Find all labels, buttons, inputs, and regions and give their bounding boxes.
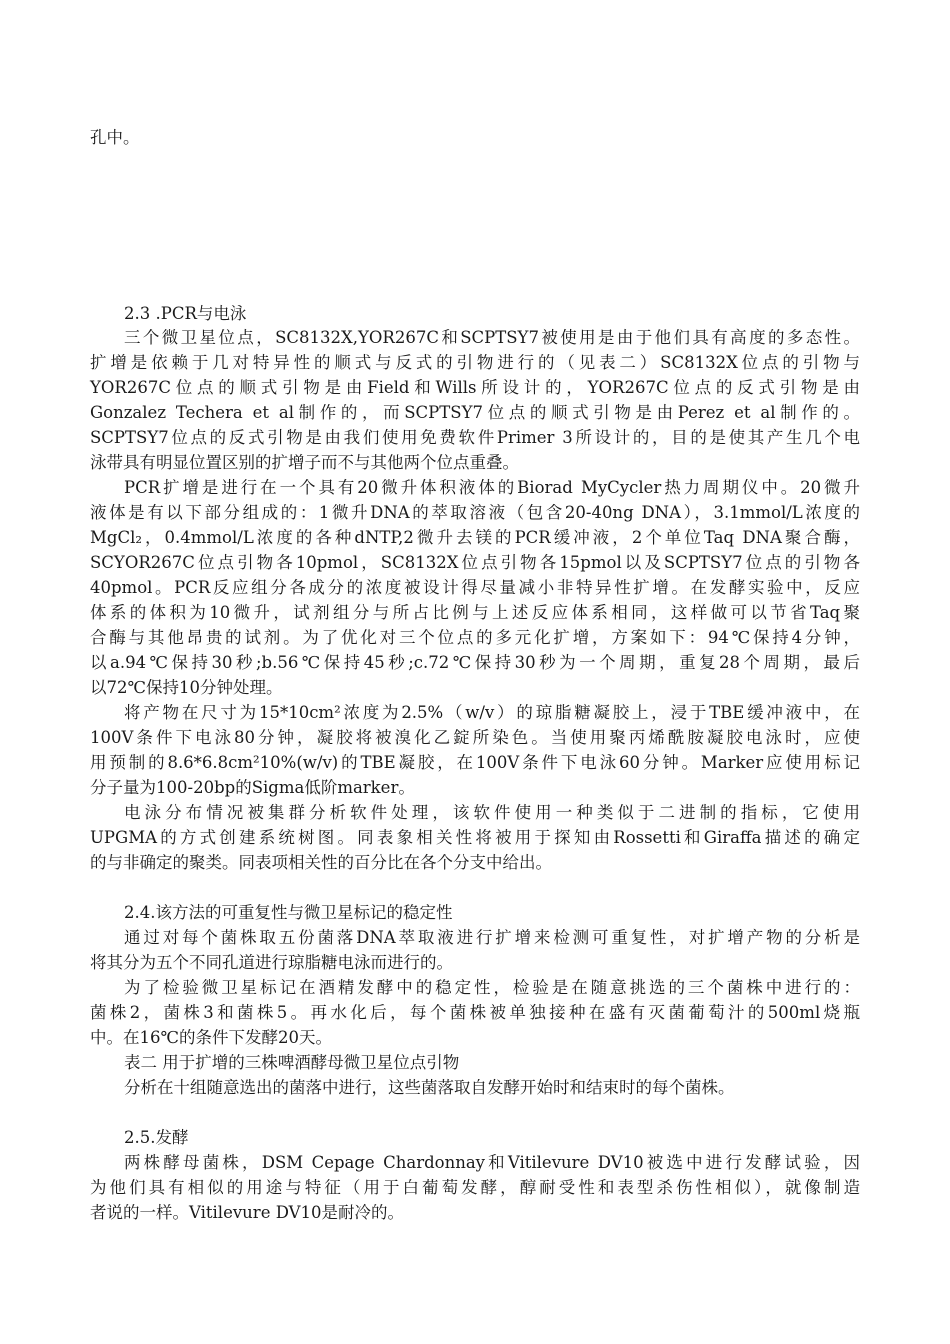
paragraph-line: 将其分为五个不同孔道进行琼脂糖电泳而进行的。 bbox=[90, 953, 453, 972]
paragraph-line: PCR扩增是进行在一个具有20微升体积液体的Biorad MyCycler热力周期仪中。20微升 bbox=[124, 478, 860, 497]
paragraph-line: 通过对每个菌株取五份菌落DNA萃取液进行扩增来检测可重复性，对扩增产物的分析是 bbox=[124, 928, 860, 947]
paragraph-line: 以a.94℃保持30秒;b.56℃保持45秒;c.72℃保持30秒为一个周期，重复28个周期，最后 bbox=[90, 653, 860, 672]
table-caption: 表二 用于扩增的三株啤酒酵母微卫星位点引物 bbox=[124, 1053, 460, 1072]
paragraph-line: 用预制的8.6*6.8cm²10%(w/v)的TBE凝胶，在100V条件下电泳60分钟。Marker应使用标记 bbox=[90, 753, 860, 772]
section-heading-2-4: 2.4.该方法的可重复性与微卫星标记的稳定性 bbox=[124, 903, 453, 922]
paragraph-line: 为他们具有相似的用途与特征（用于白葡萄发酵，醇耐受性和表型杀伤性相似），就像制造 bbox=[90, 1178, 860, 1197]
paragraph-line: 液体是有以下部分组成的：1微升DNA的萃取溶液（包含20-40ng DNA），3.1mmol/L浓度的 bbox=[90, 503, 860, 522]
paragraph-line: 分子量为100-20bp的Sigma低阶marker。 bbox=[90, 778, 415, 797]
paragraph-line: YOR267C位点的顺式引物是由Field和Wills所设计的，YOR267C位点的反式引物是由 bbox=[90, 378, 860, 397]
paragraph-line: 中。在16℃的条件下发酵20天。 bbox=[90, 1028, 332, 1047]
paragraph-line: 以72℃保持10分钟处理。 bbox=[90, 678, 283, 697]
paragraph-line: 分析在十组随意选出的菌落中进行，这些菌落取自发酵开始时和结束时的每个菌株。 bbox=[124, 1078, 735, 1097]
paragraph-line: 者说的一样。Vitilevure DV10是耐冷的。 bbox=[90, 1203, 405, 1222]
paragraph-line: Gonzalez Techera et al制作的，而SCPTSY7位点的顺式引物是由Perez et al制作的。 bbox=[90, 403, 860, 422]
paragraph-line: 100V条件下电泳80分钟，凝胶将被溴化乙錠所染色。当使用聚丙烯酰胺凝胶电泳时，应使 bbox=[90, 728, 860, 747]
paragraph-line: 扩增是依赖于几对特异性的顺式与反式的引物进行的（见表二）SC8132X位点的引物与 bbox=[90, 353, 860, 372]
paragraph-line: 两株酵母菌株，DSM Cepage Chardonnay和Vitilevure DV10被选中进行发酵试验，因 bbox=[124, 1153, 860, 1172]
paragraph-line: 菌株2，菌株3和菌株5。再水化后，每个菌株被单独接种在盛有灭菌葡萄汁的500ml烧瓶 bbox=[90, 1003, 860, 1022]
paragraph-line: SCYOR267C位点引物各10pmol，SC8132X位点引物各15pmol以及SCPTSY7位点的引物各 bbox=[90, 553, 860, 572]
paragraph-line: MgCl₂，0.4mmol/L浓度的各种dNTP,2微升去镁的PCR缓冲液，2个单位Taq DNA聚合酶， bbox=[90, 528, 860, 547]
paragraph-line: 40pmol。PCR反应组分各成分的浓度被设计得尽量减小非特异性扩增。在发酵实验中，反应 bbox=[90, 578, 860, 597]
section-heading-2-5: 2.5.发酵 bbox=[124, 1128, 189, 1147]
top-fragment: 孔中。 bbox=[90, 128, 140, 147]
paragraph-line: 电泳分布情况被集群分析软件处理，该软件使用一种类似于二进制的指标，它使用 bbox=[124, 803, 860, 822]
paragraph-line: 的与非确定的聚类。同表项相关性的百分比在各个分支中给出。 bbox=[90, 853, 552, 872]
paragraph-line: 将产物在尺寸为15*10cm²浓度为2.5%（w/v）的琼脂糖凝胶上，浸于TBE缓冲液中，在 bbox=[124, 703, 860, 722]
paragraph-line: UPGMA的方式创建系统树图。同表象相关性将被用于探知由Rossetti和Giraffa描述的确定 bbox=[90, 828, 860, 847]
section-heading-2-3: 2.3 .PCR与电泳 bbox=[124, 304, 247, 323]
paragraph-line: 为了检验微卫星标记在酒精发酵中的稳定性，检验是在随意挑选的三个菌株中进行的： bbox=[124, 978, 860, 997]
paragraph-line: 合酶与其他昂贵的试剂。为了优化对三个位点的多元化扩增，方案如下：94℃保持4分钟， bbox=[90, 628, 860, 647]
paragraph-line: 三个微卫星位点，SC8132X,YOR267C和SCPTSY7被使用是由于他们具有高度的多态性。 bbox=[124, 328, 860, 347]
paragraph-line: 体系的体积为10微升，试剂组分与所占比例与上述反应体系相同，这样做可以节省Taq聚 bbox=[90, 603, 860, 622]
paragraph-line: SCPTSY7位点的反式引物是由我们使用免费软件Primer 3所设计的，目的是使其产生几个电 bbox=[90, 428, 860, 447]
paragraph-line: 泳带具有明显位置区别的扩增子而不与其他两个位点重叠。 bbox=[90, 453, 519, 472]
